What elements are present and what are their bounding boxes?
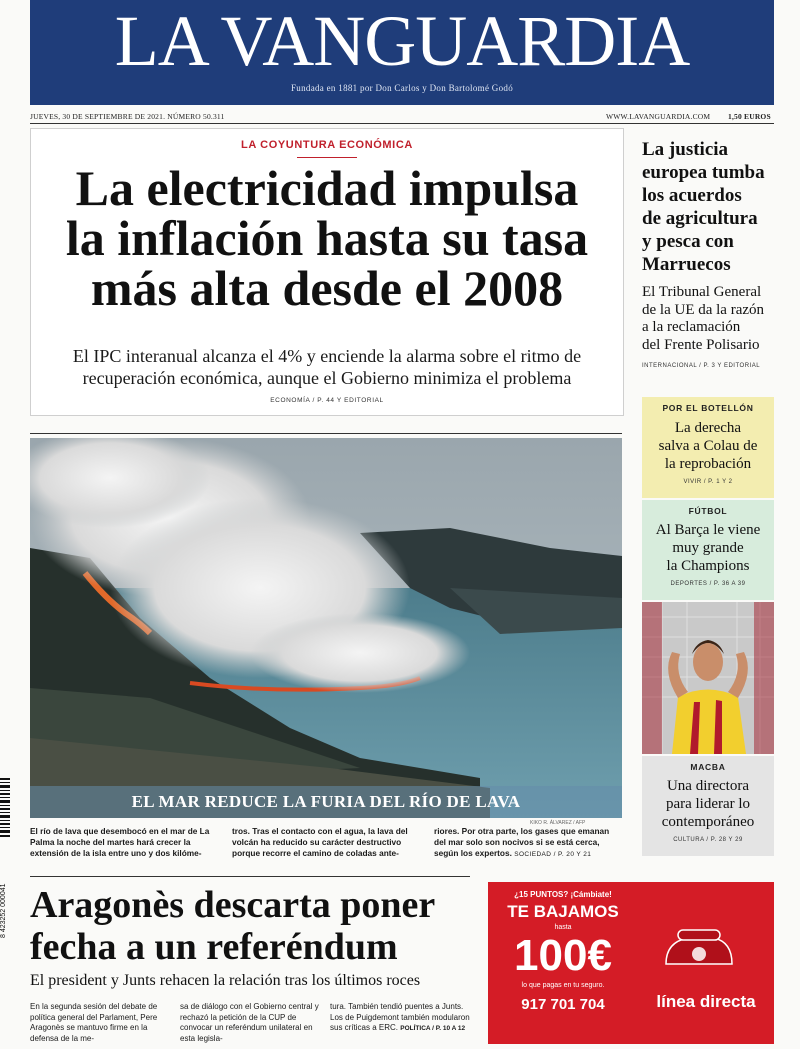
- box-macba-title-line: para liderar lo: [665, 796, 751, 812]
- ad-brand: línea directa: [656, 992, 756, 1011]
- box-futbol-ref: DEPORTES / P. 36 A 39: [670, 581, 746, 587]
- box-macba-title-line: Una directora: [666, 778, 750, 794]
- barcode: [0, 778, 10, 938]
- lead-kicker: LA COYUNTURA ECONÓMICA: [241, 139, 413, 151]
- kicker-rule: [297, 157, 357, 158]
- barcode-digits: 8 423252 000041: [0, 883, 7, 938]
- lead-deck-line: El IPC interanual alcanza el 4% y enciende la alarma sobre el ritmo de: [72, 346, 582, 366]
- photo-text-col3: [434, 826, 622, 860]
- photo-text-col3-ref: SOCIEDAD / P. 20 Y 21: [514, 851, 592, 858]
- lead-story[interactable]: [30, 128, 624, 416]
- ad-line4: lo que pagas en tu seguro.: [521, 982, 605, 989]
- box-botellon-kicker: POR EL BOTELLÓN: [662, 403, 754, 413]
- lead-deck: [31, 345, 623, 389]
- box-botellon-ref: VIVIR / P. 1 Y 2: [683, 479, 733, 485]
- box-macba-title: [642, 777, 774, 831]
- side-ref: INTERNACIONAL / P. 3 Y EDITORIAL: [642, 363, 761, 369]
- second-deck: El president y Junts rehacen la relación tras los últimos roces: [30, 972, 421, 989]
- barcode-bars: [0, 778, 10, 840]
- box-botellon-title-line: la reprobación: [664, 456, 752, 472]
- second-story-rule: [30, 876, 470, 877]
- side-body-line: del Frente Polisario: [642, 336, 760, 353]
- box-macba-ref: CULTURA / P. 28 Y 29: [673, 837, 743, 843]
- photo-text-col1: [30, 826, 218, 859]
- second-headline-line: fecha a un referéndum: [30, 926, 398, 968]
- dateline-website[interactable]: WWW.LAVANGUARDIA.COM: [606, 112, 711, 121]
- second-col3-ref: POLÍTICA / P. 10 A 12: [400, 1025, 466, 1032]
- box-futbol-title-line: Al Barça le viene: [655, 522, 761, 538]
- photo-credit: KIKO R. ÁLVAREZ / AFP: [530, 820, 586, 826]
- second-col2: sa de diálogo con el Gobierno central y rechazó la petición de la CUP de convocar un referéndum unilateral en esta legisla-: [180, 1002, 319, 1043]
- ad-amount: 100€: [514, 931, 612, 980]
- ad-phone[interactable]: 917 701 704: [521, 996, 605, 1013]
- box-botellon-title-line: salva a Colau de: [658, 438, 758, 454]
- lead-ref: ECONOMÍA / P. 44 Y EDITORIAL: [270, 397, 384, 404]
- dateline-date: JUEVES, 30 DE SEPTIEMBRE DE 2021. NÚMERO 50.311: [30, 112, 225, 121]
- phone-icon: [658, 924, 738, 974]
- box-macba-title-line: contemporáneo: [661, 814, 755, 830]
- box-futbol-kicker: FÚTBOL: [688, 506, 728, 516]
- box-futbol-title-line: muy grande: [672, 540, 744, 556]
- second-headline-line: Aragonès descarta poner: [30, 884, 436, 926]
- side-headline-line: La justicia: [642, 139, 729, 160]
- box-futbol[interactable]: [642, 500, 774, 600]
- side-body-line: de la UE da la razón: [642, 301, 765, 318]
- lava-photo-image: [30, 438, 622, 818]
- side-headline-line: europea tumba: [642, 162, 765, 183]
- side-headline: [642, 138, 776, 276]
- side-headline-line: Marruecos: [642, 254, 731, 275]
- footballer-photo: [642, 602, 774, 754]
- side-body-line: a la reclamación: [642, 319, 741, 335]
- side-story[interactable]: [642, 138, 776, 369]
- photo-rule: [30, 433, 622, 434]
- photo-text-col3-body: riores. Por otra parte, los gases que emanan del mar solo son nocivos si se está cerca, según los expertos.: [434, 826, 610, 858]
- footballer-image: [642, 602, 774, 754]
- ad-line2: TE BAJAMOS: [507, 902, 619, 921]
- box-botellon[interactable]: [642, 397, 774, 498]
- masthead-title: LA VANGUARDIA: [114, 1, 690, 81]
- second-col1: En la segunda sesión del debate de política general del Parlament, Pere Aragonès se mantuvo firme en la defensa de la me-: [30, 1002, 158, 1043]
- box-botellon-title-line: La derecha: [674, 420, 742, 436]
- ad-line3: hasta: [554, 924, 572, 931]
- lead-deck-line: recuperación económica, aunque el Gobierno minimiza el problema: [82, 368, 572, 388]
- second-col3-body: tura. También tendió puentes a Junts. Los de Puigdemont también modularon sus críticas a ERC.: [330, 1002, 470, 1032]
- photo-text-col1-body: El río de lava que desembocó en el mar de La Palma la noche del martes hará crecer la extensión de la isla entre uno y dos kilóme-: [30, 826, 210, 858]
- photo-caption-bar: [30, 786, 622, 818]
- masthead-subtitle: Fundada en 1881 por Don Carlos y Don Bartolomé Godó: [290, 83, 514, 93]
- lead-headline-line: más alta desde el 2008: [90, 260, 564, 316]
- photo-caption: EL MAR REDUCE LA FURIA DEL RÍO DE LAVA: [131, 792, 521, 811]
- side-body: [642, 284, 776, 354]
- side-headline-line: y pesca con: [642, 231, 734, 252]
- ad-line1: ¿15 PUNTOS? ¡Cámbiate!: [514, 890, 612, 899]
- second-col3: [330, 1002, 470, 1035]
- box-macba[interactable]: [642, 756, 774, 856]
- photo-text-col2: [232, 826, 420, 859]
- side-body-line: El Tribunal General: [642, 284, 762, 300]
- box-futbol-title-line: la Champions: [666, 558, 750, 574]
- side-headline-line: los acuerdos: [642, 185, 742, 206]
- lava-photo: [30, 438, 622, 818]
- second-headline[interactable]: [30, 884, 480, 968]
- lead-headline-line: la inflación hasta su tasa: [65, 210, 589, 266]
- masthead: [30, 0, 774, 105]
- side-headline-line: de agricultura: [642, 208, 758, 229]
- linea-directa-ad[interactable]: [488, 882, 774, 1044]
- box-futbol-title: [642, 521, 774, 575]
- lead-headline-line: La electricidad impulsa: [75, 160, 579, 216]
- dateline-rule: [30, 123, 774, 124]
- dateline-price: 1,50 EUROS: [728, 112, 771, 121]
- lead-headline: [31, 160, 623, 316]
- box-botellon-title: [642, 419, 774, 473]
- box-macba-kicker: MACBA: [690, 762, 726, 772]
- photo-text-col2-body: tros. Tras el contacto con el agua, la lava del volcán ha reducido su carácter destructivo porque recorre el camino de coladas ante-: [232, 826, 408, 858]
